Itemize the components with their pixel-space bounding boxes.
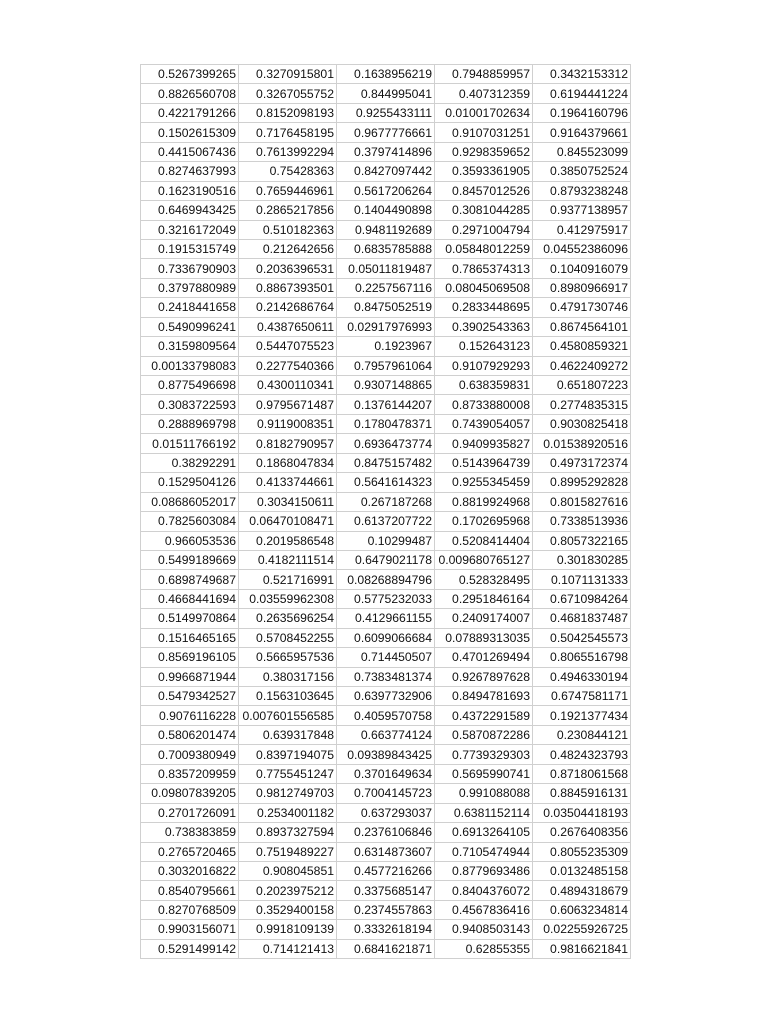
- table-cell: 0.2418441658: [141, 298, 239, 317]
- table-row: [141, 550, 631, 569]
- table-cell: 0.212642656: [239, 239, 337, 258]
- table-cell: 0.9677776661: [337, 123, 435, 142]
- table-cell: 0.1040916079: [533, 259, 631, 278]
- table-cell: 0.7009380949: [141, 745, 239, 764]
- table-cell: 0.2774835315: [533, 395, 631, 414]
- table-row: [141, 745, 631, 764]
- table-cell: 0.8397194075: [239, 745, 337, 764]
- table-cell: 0.7338513936: [533, 512, 631, 531]
- table-cell: 0.5291499142: [141, 939, 239, 958]
- table-cell: 0.1964160796: [533, 103, 631, 122]
- table-cell: 0.2676408356: [533, 823, 631, 842]
- table-cell: 0.3332618194: [337, 920, 435, 939]
- table-cell: 0.01538920516: [533, 434, 631, 453]
- table-cell: 0.5447075523: [239, 337, 337, 356]
- table-cell: 0.8055235309: [533, 842, 631, 861]
- table-row: [141, 65, 631, 84]
- table-cell: 0.7336790903: [141, 259, 239, 278]
- table-row: [141, 492, 631, 511]
- table-cell: 0.8674564101: [533, 317, 631, 336]
- table-cell: 0.9267897628: [435, 667, 533, 686]
- table-cell: 0.8819924968: [435, 492, 533, 511]
- table-cell: 0.2374557863: [337, 900, 435, 919]
- table-cell: 0.637293037: [337, 803, 435, 822]
- table-cell: 0.7105474944: [435, 842, 533, 861]
- table-row: [141, 142, 631, 161]
- table-cell: 0.6397732906: [337, 687, 435, 706]
- table-cell: 0.4133744661: [239, 473, 337, 492]
- table-cell: 0.02917976993: [337, 317, 435, 336]
- table-cell: 0.3375685147: [337, 881, 435, 900]
- table-cell: 0.510182363: [239, 220, 337, 239]
- table-cell: 0.9107929293: [435, 356, 533, 375]
- table-cell: 0.267187268: [337, 492, 435, 511]
- table-cell: 0.8152098193: [239, 103, 337, 122]
- table-cell: 0.8274637993: [141, 162, 239, 181]
- table-cell: 0.8937327594: [239, 823, 337, 842]
- table-cell: 0.7613992294: [239, 142, 337, 161]
- table-cell: 0.8540795661: [141, 881, 239, 900]
- table-cell: 0.1780478371: [337, 414, 435, 433]
- table-cell: 0.991088088: [435, 784, 533, 803]
- table-cell: 0.5143964739: [435, 453, 533, 472]
- table-cell: 0.7659446961: [239, 181, 337, 200]
- table-cell: 0.5708452255: [239, 628, 337, 647]
- table-cell: 0.6194441224: [533, 84, 631, 103]
- table-cell: 0.007601556585: [239, 706, 337, 725]
- table-cell: 0.1529504126: [141, 473, 239, 492]
- table-cell: 0.8182790957: [239, 434, 337, 453]
- table-cell: 0.9307148865: [337, 376, 435, 395]
- table-cell: 0.08686052017: [141, 492, 239, 511]
- table-cell: 0.7957961064: [337, 356, 435, 375]
- table-cell: 0.4946330194: [533, 667, 631, 686]
- table-cell: 0.75428363: [239, 162, 337, 181]
- table-cell: 0.04552386096: [533, 239, 631, 258]
- table-cell: 0.3083722593: [141, 395, 239, 414]
- table-cell: 0.3216172049: [141, 220, 239, 239]
- table-cell: 0.8404376072: [435, 881, 533, 900]
- table-cell: 0.06470108471: [239, 512, 337, 531]
- table-cell: 0.407312359: [435, 84, 533, 103]
- table-cell: 0.8494781693: [435, 687, 533, 706]
- table-row: [141, 939, 631, 958]
- table-row: [141, 123, 631, 142]
- table-cell: 0.8270768509: [141, 900, 239, 919]
- table-row: [141, 220, 631, 239]
- table-cell: 0.639317848: [239, 725, 337, 744]
- table-cell: 0.3593361905: [435, 162, 533, 181]
- table-cell: 0.5149970864: [141, 609, 239, 628]
- table-cell: 0.663774124: [337, 725, 435, 744]
- table-row: [141, 628, 631, 647]
- table-cell: 0.6099066684: [337, 628, 435, 647]
- table-row: [141, 823, 631, 842]
- table-cell: 0.03504418193: [533, 803, 631, 822]
- table-row: [141, 725, 631, 744]
- table-cell: 0.1638956219: [337, 65, 435, 84]
- table-cell: 0.2534001182: [239, 803, 337, 822]
- table-cell: 0.2142686764: [239, 298, 337, 317]
- table-cell: 0.4059570758: [337, 706, 435, 725]
- table-cell: 0.09807839205: [141, 784, 239, 803]
- table-cell: 0.0132485158: [533, 861, 631, 880]
- table-row: [141, 570, 631, 589]
- table-cell: 0.1915315749: [141, 239, 239, 258]
- table-row: [141, 239, 631, 258]
- table-row: [141, 648, 631, 667]
- table-cell: 0.2019586548: [239, 531, 337, 550]
- table-cell: 0.9030825418: [533, 414, 631, 433]
- table-cell: 0.1623190516: [141, 181, 239, 200]
- table-cell: 0.9816621841: [533, 939, 631, 958]
- table-cell: 0.2951846164: [435, 589, 533, 608]
- table-cell: 0.8015827616: [533, 492, 631, 511]
- table-row: [141, 453, 631, 472]
- table-row: [141, 259, 631, 278]
- table-cell: 0.3529400158: [239, 900, 337, 919]
- table-cell: 0.412975917: [533, 220, 631, 239]
- table-cell: 0.2888969798: [141, 414, 239, 433]
- table-cell: 0.4567836416: [435, 900, 533, 919]
- table-cell: 0.8569196105: [141, 648, 239, 667]
- table-cell: 0.7865374313: [435, 259, 533, 278]
- table-cell: 0.00133798083: [141, 356, 239, 375]
- table-cell: 0.3267055752: [239, 84, 337, 103]
- table-cell: 0.1071131333: [533, 570, 631, 589]
- table-cell: 0.3034150611: [239, 492, 337, 511]
- table-cell: 0.2765720465: [141, 842, 239, 861]
- table-cell: 0.2023975212: [239, 881, 337, 900]
- table-row: [141, 803, 631, 822]
- table-cell: 0.7004145723: [337, 784, 435, 803]
- table-row: [141, 356, 631, 375]
- table-cell: 0.5695990741: [435, 764, 533, 783]
- table-cell: 0.844995041: [337, 84, 435, 103]
- table-cell: 0.5775232033: [337, 589, 435, 608]
- table-cell: 0.6913264105: [435, 823, 533, 842]
- table-row: [141, 414, 631, 433]
- table-cell: 0.1921377434: [533, 706, 631, 725]
- table-cell: 0.4824323793: [533, 745, 631, 764]
- table-cell: 0.01511766192: [141, 434, 239, 453]
- table-cell: 0.02255926725: [533, 920, 631, 939]
- table-row: [141, 162, 631, 181]
- table-cell: 0.8793238248: [533, 181, 631, 200]
- table-cell: 0.230844121: [533, 725, 631, 744]
- table-cell: 0.3081044285: [435, 201, 533, 220]
- table-cell: 0.5479342527: [141, 687, 239, 706]
- table-row: [141, 103, 631, 122]
- table-cell: 0.845523099: [533, 142, 631, 161]
- table-cell: 0.3797880989: [141, 278, 239, 297]
- table-cell: 0.5267399265: [141, 65, 239, 84]
- table-cell: 0.638359831: [435, 376, 533, 395]
- table-cell: 0.5490996241: [141, 317, 239, 336]
- table-cell: 0.8779693486: [435, 861, 533, 880]
- table-cell: 0.4580859321: [533, 337, 631, 356]
- table-cell: 0.5665957536: [239, 648, 337, 667]
- table-cell: 0.9119008351: [239, 414, 337, 433]
- table-row: [141, 706, 631, 725]
- table-row: [141, 317, 631, 336]
- table-cell: 0.4668441694: [141, 589, 239, 608]
- table-cell: 0.7755451247: [239, 764, 337, 783]
- table-cell: 0.9164379661: [533, 123, 631, 142]
- table-cell: 0.6314873607: [337, 842, 435, 861]
- data-table: [140, 64, 631, 959]
- table-cell: 0.4415067436: [141, 142, 239, 161]
- table-cell: 0.9076116228: [141, 706, 239, 725]
- table-cell: 0.1376144207: [337, 395, 435, 414]
- table-cell: 0.4300110341: [239, 376, 337, 395]
- table-cell: 0.2701726091: [141, 803, 239, 822]
- table-cell: 0.10299487: [337, 531, 435, 550]
- table-cell: 0.2409174007: [435, 609, 533, 628]
- table-cell: 0.9377138957: [533, 201, 631, 220]
- table-row: [141, 861, 631, 880]
- table-cell: 0.966053536: [141, 531, 239, 550]
- table-cell: 0.08268894796: [337, 570, 435, 589]
- table-cell: 0.6898749687: [141, 570, 239, 589]
- table-cell: 0.4894318679: [533, 881, 631, 900]
- table-cell: 0.6479021178: [337, 550, 435, 569]
- table-row: [141, 278, 631, 297]
- table-cell: 0.1502615309: [141, 123, 239, 142]
- table-row: [141, 512, 631, 531]
- table-cell: 0.651807223: [533, 376, 631, 395]
- table-cell: 0.4221791266: [141, 103, 239, 122]
- table-cell: 0.2376106846: [337, 823, 435, 842]
- table-cell: 0.2257567116: [337, 278, 435, 297]
- table-cell: 0.5617206264: [337, 181, 435, 200]
- table-row: [141, 337, 631, 356]
- table-cell: 0.6710984264: [533, 589, 631, 608]
- table-cell: 0.05011819487: [337, 259, 435, 278]
- table-cell: 0.8475157482: [337, 453, 435, 472]
- table-cell: 0.8867393501: [239, 278, 337, 297]
- table-row: [141, 920, 631, 939]
- table-cell: 0.62855355: [435, 939, 533, 958]
- table-cell: 0.9255433111: [337, 103, 435, 122]
- table-cell: 0.8057322165: [533, 531, 631, 550]
- table-cell: 0.3850752524: [533, 162, 631, 181]
- table-cell: 0.3797414896: [337, 142, 435, 161]
- table-cell: 0.4129661155: [337, 609, 435, 628]
- table-cell: 0.9107031251: [435, 123, 533, 142]
- table-cell: 0.4577216266: [337, 861, 435, 880]
- table-cell: 0.6835785888: [337, 239, 435, 258]
- table-cell: 0.3902543363: [435, 317, 533, 336]
- table-cell: 0.8457012526: [435, 181, 533, 200]
- table-cell: 0.01001702634: [435, 103, 533, 122]
- table-row: [141, 589, 631, 608]
- table-cell: 0.4791730746: [533, 298, 631, 317]
- table-cell: 0.9812749703: [239, 784, 337, 803]
- table-cell: 0.3432153312: [533, 65, 631, 84]
- table-cell: 0.7439054057: [435, 414, 533, 433]
- table-cell: 0.03559962308: [239, 589, 337, 608]
- table-cell: 0.7519489227: [239, 842, 337, 861]
- table-cell: 0.4622409272: [533, 356, 631, 375]
- table-row: [141, 531, 631, 550]
- table-row: [141, 881, 631, 900]
- table-cell: 0.38292291: [141, 453, 239, 472]
- table-cell: 0.9903156071: [141, 920, 239, 939]
- table-cell: 0.6841621871: [337, 939, 435, 958]
- table-cell: 0.4973172374: [533, 453, 631, 472]
- table-cell: 0.7383481374: [337, 667, 435, 686]
- table-cell: 0.4387650611: [239, 317, 337, 336]
- table-cell: 0.8845916131: [533, 784, 631, 803]
- table-row: [141, 181, 631, 200]
- table-cell: 0.714121413: [239, 939, 337, 958]
- table-cell: 0.5870872286: [435, 725, 533, 744]
- table-cell: 0.528328495: [435, 570, 533, 589]
- table-cell: 0.09389843425: [337, 745, 435, 764]
- table-cell: 0.6469943425: [141, 201, 239, 220]
- table-cell: 0.6747581171: [533, 687, 631, 706]
- table-cell: 0.152643123: [435, 337, 533, 356]
- table-cell: 0.6936473774: [337, 434, 435, 453]
- table-row: [141, 609, 631, 628]
- table-cell: 0.4681837487: [533, 609, 631, 628]
- table-cell: 0.4372291589: [435, 706, 533, 725]
- table-cell: 0.1868047834: [239, 453, 337, 472]
- table-cell: 0.5208414404: [435, 531, 533, 550]
- table-cell: 0.8065516798: [533, 648, 631, 667]
- table-cell: 0.908045851: [239, 861, 337, 880]
- table-cell: 0.714450507: [337, 648, 435, 667]
- table-row: [141, 473, 631, 492]
- table-row: [141, 900, 631, 919]
- data-table-body: [141, 65, 631, 959]
- table-cell: 0.8733880008: [435, 395, 533, 414]
- table-cell: 0.8980966917: [533, 278, 631, 297]
- table-row: [141, 84, 631, 103]
- table-cell: 0.6137207722: [337, 512, 435, 531]
- table-row: [141, 201, 631, 220]
- table-row: [141, 842, 631, 861]
- table-cell: 0.2635696254: [239, 609, 337, 628]
- table-cell: 0.9408503143: [435, 920, 533, 939]
- table-cell: 0.8995292828: [533, 473, 631, 492]
- table-cell: 0.9966871944: [141, 667, 239, 686]
- table-row: [141, 784, 631, 803]
- table-cell: 0.5499189669: [141, 550, 239, 569]
- table-row: [141, 298, 631, 317]
- table-cell: 0.07889313035: [435, 628, 533, 647]
- table-row: [141, 434, 631, 453]
- table-row: [141, 764, 631, 783]
- table-cell: 0.7825603084: [141, 512, 239, 531]
- table-cell: 0.2865217856: [239, 201, 337, 220]
- table-row: [141, 395, 631, 414]
- table-cell: 0.2277540366: [239, 356, 337, 375]
- table-cell: 0.08045069508: [435, 278, 533, 297]
- table-cell: 0.5806201474: [141, 725, 239, 744]
- table-cell: 0.1563103645: [239, 687, 337, 706]
- table-row: [141, 687, 631, 706]
- table-cell: 0.7176458195: [239, 123, 337, 142]
- table-cell: 0.1923967: [337, 337, 435, 356]
- table-cell: 0.8475052519: [337, 298, 435, 317]
- table-cell: 0.4182111514: [239, 550, 337, 569]
- table-cell: 0.8826560708: [141, 84, 239, 103]
- table-row: [141, 667, 631, 686]
- table-cell: 0.738383859: [141, 823, 239, 842]
- table-cell: 0.8718061568: [533, 764, 631, 783]
- table-cell: 0.05848012259: [435, 239, 533, 258]
- table-cell: 0.6381152114: [435, 803, 533, 822]
- table-cell: 0.009680765127: [435, 550, 533, 569]
- table-cell: 0.8775496698: [141, 376, 239, 395]
- table-cell: 0.2971004794: [435, 220, 533, 239]
- table-cell: 0.6063234814: [533, 900, 631, 919]
- table-cell: 0.7948859957: [435, 65, 533, 84]
- table-cell: 0.1516465165: [141, 628, 239, 647]
- table-cell: 0.521716991: [239, 570, 337, 589]
- table-cell: 0.4701269494: [435, 648, 533, 667]
- table-row: [141, 376, 631, 395]
- table-cell: 0.2833448695: [435, 298, 533, 317]
- table-cell: 0.380317156: [239, 667, 337, 686]
- table-cell: 0.9481192689: [337, 220, 435, 239]
- table-cell: 0.9255345459: [435, 473, 533, 492]
- table-cell: 0.1702695968: [435, 512, 533, 531]
- table-cell: 0.5042545573: [533, 628, 631, 647]
- table-cell: 0.9298359652: [435, 142, 533, 161]
- table-cell: 0.5641614323: [337, 473, 435, 492]
- table-cell: 0.1404490898: [337, 201, 435, 220]
- table-cell: 0.9409935827: [435, 434, 533, 453]
- table-cell: 0.9918109139: [239, 920, 337, 939]
- table-cell: 0.7739329303: [435, 745, 533, 764]
- table-cell: 0.8357209959: [141, 764, 239, 783]
- table-cell: 0.301830285: [533, 550, 631, 569]
- table-cell: 0.9795671487: [239, 395, 337, 414]
- table-cell: 0.3270915801: [239, 65, 337, 84]
- table-cell: 0.3159809564: [141, 337, 239, 356]
- table-cell: 0.3032016822: [141, 861, 239, 880]
- table-cell: 0.3701649634: [337, 764, 435, 783]
- table-cell: 0.8427097442: [337, 162, 435, 181]
- table-cell: 0.2036396531: [239, 259, 337, 278]
